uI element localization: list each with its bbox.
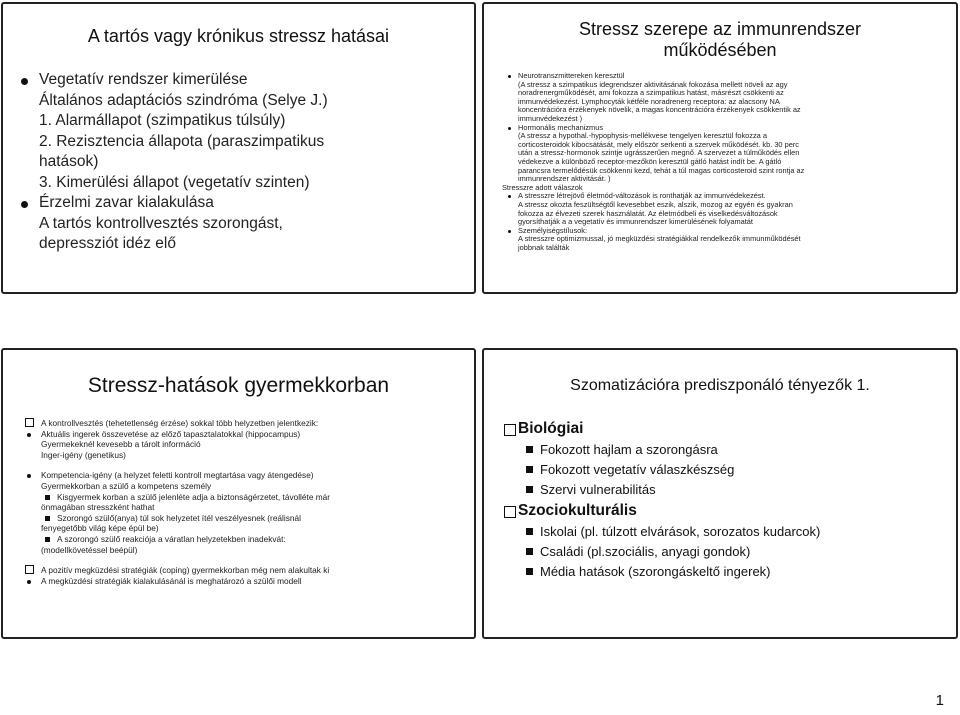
checkbox-square-icon <box>25 418 34 427</box>
checkbox-square-icon <box>504 424 516 436</box>
text-line: corticosteroidok kibocsátását, mely először serkenti a szervek működését. kb. 30 perc <box>518 139 799 149</box>
bullet-dot-icon <box>27 580 31 584</box>
text-line: immunvédekezést ) <box>518 113 583 123</box>
list-item: Média hatások (szorongáskeltő ingerek) <box>504 562 944 582</box>
list-item: Kompetencia-igény (a helyzet feletti kontroll megtartása vagy átengedése) <box>25 470 465 481</box>
list-item: Aktuális ingerek összevetése az előző tapasztalatokkal (hippocampus) <box>25 429 465 440</box>
text-line: Inger-igény (genetikus) <box>41 449 126 460</box>
slide-childhood-stress <box>1 348 476 639</box>
list-item: A kontrollvesztés (tehetetlenség érzése) sokkal több helyzetben jelentkezik: <box>25 418 465 429</box>
text-line: immunvédekezést. Lymphocyták kétféle noradrenerg receptora: az alacsony NA <box>518 96 780 106</box>
square-bullet-icon <box>526 486 533 493</box>
text-line: A stresszre optimizmussal, jó megküzdési stratégiákkal rendelkezők immunműködését <box>518 234 801 244</box>
slide-body <box>502 72 942 252</box>
text-line: 2. Rezisztencia állapota (paraszimpatikus <box>39 132 325 150</box>
text-line: 3. Kimerülési állapot (vegetatív szinten) <box>39 173 310 191</box>
square-bullet-icon <box>45 495 50 500</box>
bullet-dot-icon <box>508 75 511 78</box>
square-bullet-icon <box>526 466 533 473</box>
slide-immune-system <box>482 2 958 294</box>
text-line: depressziót idéz elő <box>39 235 176 252</box>
square-bullet-icon <box>526 446 533 453</box>
text-line: (modellkövetéssel beépül) <box>41 544 138 555</box>
list-item: Kisgyermek korban a szülő jelenléte adja a biztonságérzetet, távolléte már <box>25 492 465 503</box>
text-line: hatások) <box>39 153 99 170</box>
list-item: A megküzdési stratégiák kialakulásánál is meghatározó a szülői modell <box>25 576 465 587</box>
list-item: A pozitív megküzdési stratégiák (coping) gyermekkorban még nem alakultak ki <box>25 565 465 576</box>
bullet-item: Neurotranszmittereken keresztül <box>502 72 942 81</box>
section-heading-biological: Biológiai <box>504 418 944 440</box>
list-item: Szorongó szülő(anya) túl sok helyzetet ítél veszélyesnek (reálisnál <box>25 513 465 524</box>
square-bullet-icon <box>526 548 533 555</box>
text-line: után a stressz-hormonok szintje ugrásszerűen megnő. A szervezet a túlműködés ellen <box>518 148 800 158</box>
slide-chronic-stress <box>1 2 476 294</box>
text-line: fenyegetőbb világ képe épül be) <box>41 523 159 534</box>
bullet-item: Hormonális mechanizmus <box>502 124 942 133</box>
slide-title: Stressz szerepe az immunrendszer működésében <box>578 19 862 60</box>
text-line: parancsra termelődésük csökkenni kezd, tehát a túl magas corticosteroid szint rontja az <box>518 165 805 175</box>
list-item: Fokozott vegetatív válaszkészség <box>504 460 944 480</box>
list-item: Fokozott hajlam a szorongásra <box>504 440 944 460</box>
square-bullet-icon <box>45 516 50 521</box>
bullet-dot-icon <box>27 474 31 478</box>
text-line: jobbnak találták <box>518 242 570 252</box>
slide-title: Szomatizációra prediszponáló tényezők 1. <box>570 377 870 394</box>
bullet-dot-icon <box>508 127 511 130</box>
list-item: Szervi vulnerabilitás <box>504 480 944 500</box>
bullet-dot-icon <box>508 195 511 198</box>
text-line: fokozza az élvezeti szerek használatát. Az életmódbeli és viselkedésváltozások <box>518 208 778 218</box>
checkbox-square-icon <box>25 565 34 574</box>
bullet-item: Érzelmi zavar kialakulása <box>39 193 459 214</box>
bullet-dot-icon <box>27 433 31 437</box>
text-line: 1. Alarmállapot (szimpatikus túlsúly) <box>39 112 286 129</box>
bullet-dot-icon <box>21 78 28 85</box>
text-line: gyorsíthatják a a vegetatív és immunrendszer kimerülésének folyamatát <box>518 217 753 227</box>
text-line: A tartós kontrollvesztés szorongást, <box>39 214 283 232</box>
list-item: Iskolai (pl. túlzott elvárások, sorozatos kudarcok) <box>504 522 944 542</box>
slide-title: A tartós vagy krónikus stressz hatásai <box>87 26 390 46</box>
slide-body <box>39 70 459 255</box>
bullet-item: Személyiségstílusok: <box>502 227 942 236</box>
square-bullet-icon <box>45 537 50 542</box>
text-line: (A stressz a szimpatikus idegrendszer aktivitásának fokozása mellett növeli az agy <box>518 79 788 89</box>
slide-body <box>504 418 944 582</box>
slide-title: Stressz-hatások gyermekkorban <box>87 374 390 397</box>
checkbox-square-icon <box>504 506 516 518</box>
slide-somatization-factors <box>482 348 958 639</box>
text-line: koncentrációra érzékenyek növelik, a magas koncentrációra érzékenyek csökkentik az <box>518 105 801 115</box>
text-line: noradrenergműködését, ami fokozza a szimpatikus hatást, másrészt csökkenti az <box>518 88 784 98</box>
text-line: A stressz okozta feszültségtől kevesebbet eszik, alszik, mozog az egyén és gyakran <box>518 199 793 209</box>
text-line: önmagában stresszként hathat <box>41 502 155 513</box>
text-line: Gyermekkorban a szülő a kompetens személy <box>41 480 212 491</box>
page-number: 1 <box>935 692 944 709</box>
square-bullet-icon <box>526 528 533 535</box>
bullet-dot-icon <box>508 230 511 233</box>
square-bullet-icon <box>526 568 533 575</box>
text-line: Stresszre adott válaszok <box>502 182 583 192</box>
text-line: Gyermekeknél kevesebb a tárolt információ <box>41 439 201 450</box>
bullet-item: A stresszre létrejövő életmód-változások is ronthatják az immunvédekezést. <box>502 192 942 201</box>
text-line: Általános adaptációs szindróma (Selye J.) <box>39 91 328 109</box>
slide-body <box>25 418 465 586</box>
text-line: (A stressz a hypothal.-hypophysis-mellékvese tengelyen keresztül fokozza a <box>518 131 767 141</box>
list-item: Családi (pl.szociális, anyagi gondok) <box>504 542 944 562</box>
bullet-dot-icon <box>21 201 28 208</box>
bullet-item: Vegetatív rendszer kimerülése <box>39 70 459 91</box>
list-item: A szorongó szülő reakciója a váratlan helyzetekben inadekvát: <box>25 534 465 545</box>
text-line: védekezve a különböző receptor-mezőkön keresztül gátló hatást indít be. A gátló <box>518 156 782 166</box>
text-line: immunrendszer aktivitását. ) <box>518 174 611 184</box>
section-heading-sociocultural: Szociokulturális <box>504 500 944 522</box>
